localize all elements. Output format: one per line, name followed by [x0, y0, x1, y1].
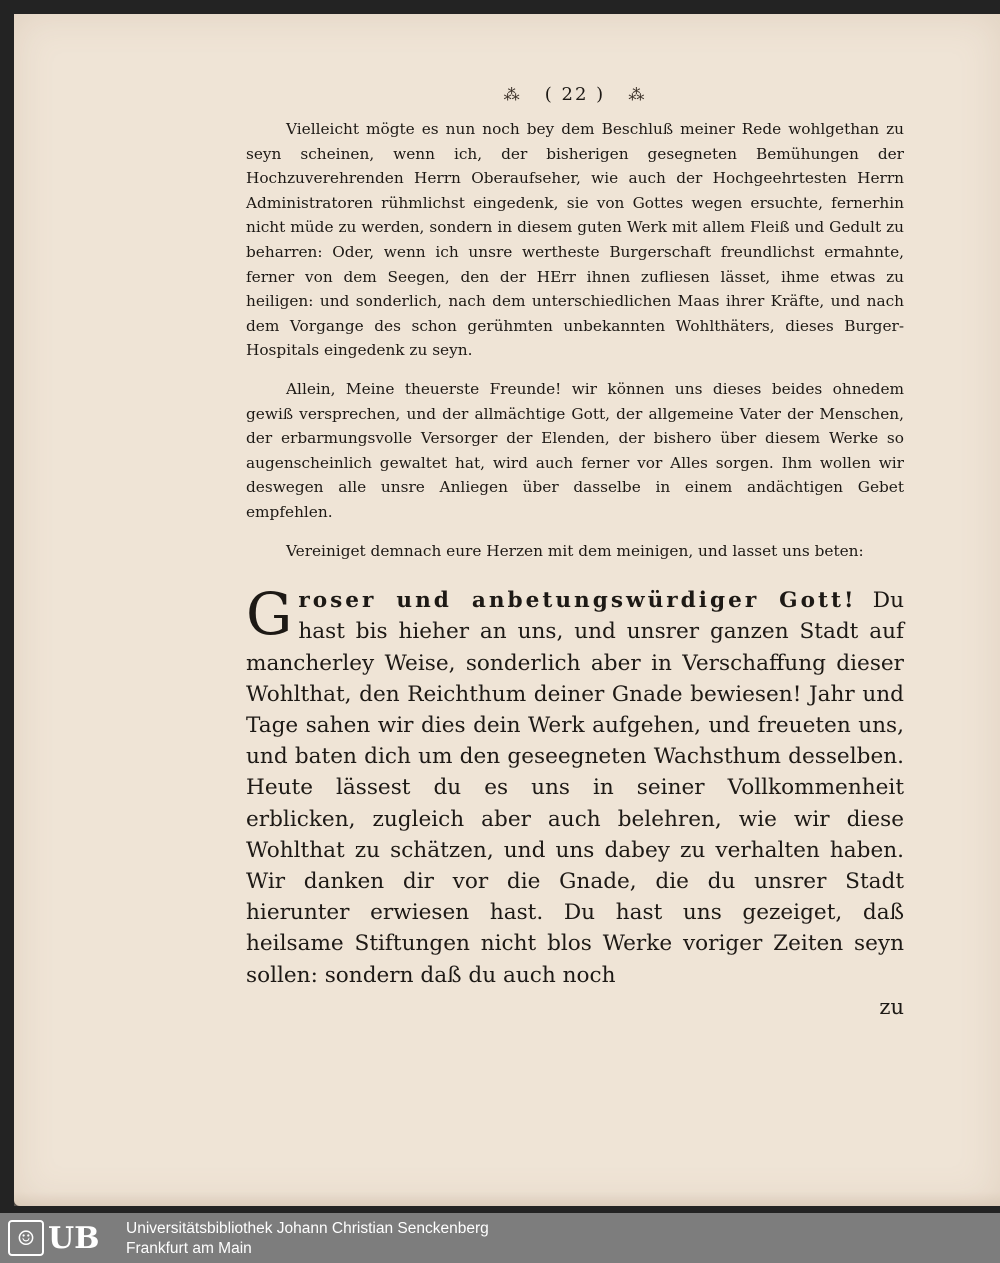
footer-bar — [0, 1213, 1000, 1263]
paragraph-1: Vielleicht mögte es nun noch bey dem Beschluß meiner Rede wohlgethan zu seyn scheinen, wenn ich, der bisherigen gesegneten Bemühungen der Hochzuverehrenden Herrn Oberaufseher, wie auch der Hochgeehrtesten Herrn Administratoren rühmlichst eingedenk, sie von Gottes wegen ersuchte, fernerhin nicht müde zu werden, sondern in diesem guten Werk mit allem Fleiß und Gedult zu beharren: Oder, wenn ich unsre wertheste Burgerschaft freundlichst ermahnte, ferner von dem Seegen, den der HErr ihnen zufliesen lässet, ihme etwas zu heiligen: und sonderlich, nach dem unterschiedlichen Maas ihrer Kräfte, und nach dem Vorgange des schon gerühmten unbekannten Wohlthäters, dieses Burger-Hospitals eingedenk zu seyn. — [246, 120, 904, 360]
page-number: ( 22 ) — [544, 84, 606, 105]
prayer-opening: roser und anbetungswürdiger Gott! — [298, 588, 857, 614]
institution-line-2: Frankfurt am Main — [126, 1240, 252, 1257]
header-ornament-left-icon: ⁂ — [503, 85, 522, 104]
institution-name — [126, 1219, 489, 1259]
catchword: zu — [879, 994, 904, 1019]
prayer-dropcap: G — [246, 580, 293, 649]
page-header — [246, 84, 904, 105]
prayer-paragraph — [246, 580, 904, 991]
header-ornament-right-icon: ⁂ — [628, 85, 647, 104]
portrait-icon: ☺ — [8, 1220, 44, 1256]
paragraph-3: Vereiniget demnach eure Herzen mit dem meinigen, und lasset uns beten: — [286, 541, 864, 560]
ub-logo[interactable] — [8, 1219, 116, 1257]
paragraph-2: Allein, Meine theuerste Freunde! wir können uns dieses beides ohnedem gewiß versprechen, und der allmächtige Gott, der allgemeine Vater der Menschen, der erbarmungsvolle Versorger der Elenden, der bishero über diesem Werke so augenscheinlich gewaltet hat, wird auch ferner vor Alles sorgen. Ihm wollen wir deswegen alle unsre Anliegen über dasselbe in einem andächtigen Gebet empfehlen. — [246, 379, 904, 521]
document-page — [14, 14, 1000, 1206]
logo-text: UB — [48, 1220, 100, 1256]
page-text-block — [246, 84, 904, 1019]
prayer-text: Du hast bis hieher an uns, und unsrer ganzen Stadt auf mancherley Weise, sonderlich aber in Verschaffung dieser Wohlthat, den Reichthum deiner Gnade bewiesen! Jahr und Tage sahen wir dies dein Werk aufgehen, und freueten uns, und baten dich um den geseegneten Wachsthum desselben. Heute lässest du es uns in seiner Vollkommenheit erblicken, zugleich aber auch belehren, wie wir diese Wohlthat zu schätzen, und uns dabey zu verhalten haben. Wir danken dir vor die Gnade, die du unsrer Stadt hierunter erwiesen hast. Du hast uns gezeiget, daß heilsame Stiftungen nicht blos Werke voriger Zeiten seyn sollen: sondern daß du auch noch — [246, 588, 904, 988]
institution-line-1: Universitätsbibliothek Johann Christian Senckenberg — [126, 1220, 489, 1237]
